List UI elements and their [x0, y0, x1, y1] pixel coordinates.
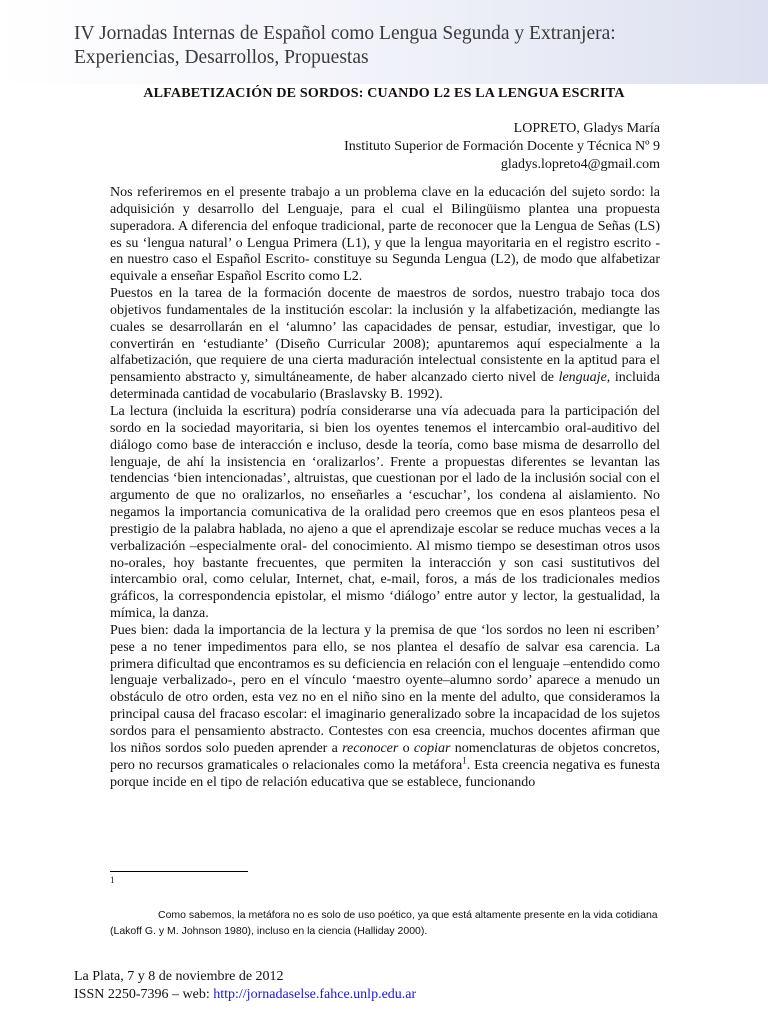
paragraph-1: Nos referiremos en el presente trabajo a un problema clave en la educación del sujeto sordo: la adquisición y desarrollo del Lenguaje, para el cual el Bilingüismo plantea una propuesta superadora. A diferencia del enfoque tradicional, parte de reconocer que la Lengua de Señas (LS) es su ‘lengua natural’ o Lengua Primera (L1), y que la lengua mayoritaria en el registro escrito -en nuestro caso el Español Escrito- constituye su Segunda Lengua (L2), de modo que alfabetizar equivale a enseñar Español Escrito como L2. [110, 185, 660, 285]
paragraph-4-text-a: Pues bien: dada la importancia de la lectura y la premisa de que ‘los sordos no leen ni escriben’ pese a no tener impedimentos para ello, se nos plantea el desafío de salvar esa carencia. La primera dificultad que encontramos es su deficiencia en relación con el lenguaje –entendido como lenguaje verbalizado-, pero en el vínculo ‘maestro oyente–alumno sordo’ aparece a menudo un obstáculo de otro orden, esta vez no en el niño sino en la mente del adulto, que consideramos la principal causa del fracaso escolar: el imaginario generalizado sobre la incapacidad de los sujetos sordos para el pensamiento abstracto. Contestes con esa creencia, muchos docentes afirman que los niños sordos solo pueden aprender a [110, 622, 660, 756]
paragraph-4-connector: o [398, 740, 414, 756]
footer-issn-line [74, 986, 674, 1004]
footnote-text: Como sabemos, la metáfora no es solo de uso poético, ya que está altamente presente en la vida cotidiana (Lakoff G. y M. Johnson 1980), incluso en la ciencia (Halliday 2000). [110, 909, 658, 937]
author-institution: Instituto Superior de Formación Docente y Técnica Nº 9 [344, 139, 660, 154]
author-email: gladys.lopreto4@gmail.com [500, 157, 660, 172]
footnote-reference[interactable]: 1 [462, 755, 467, 766]
paragraph-2-text-b: , incluida determinada cantidad de vocabulario (Braslavsky B. 1992). [110, 370, 660, 403]
body-text [110, 185, 660, 791]
paragraph-2-emphasis: lenguaje [558, 370, 607, 386]
author-block [240, 120, 660, 174]
paragraph-4-emphasis-2: copiar [413, 740, 451, 756]
conference-title-line1: IV Jornadas Internas de Español como Lengua Segunda y Extranjera: [74, 23, 616, 44]
footnote-mark: 1 [110, 875, 115, 885]
conference-website-link[interactable]: http://jornadaselse.fahce.unlp.edu.ar [213, 987, 417, 1002]
paragraph-2-text-a: Puestos en la tarea de la formación docente de maestros de sordos, nuestro trabajo toca dos objetivos fundamentales de la institución escolar: la inclusión y la alfabetización, mediangte las cuales se desarrollarán en el ‘alumno’ las capacidades de pensar, estudiar, investigar, que lo convertirán en ‘estudiante’ (Diseño Curricular 2008); apuntaremos aquí especialmente a la alfabetización, que requiere de una cierta maduración intelectual consistente en la aptitud para el pensamiento abstracto y, simultáneamente, de haber alcanzado cierto nivel de [110, 286, 660, 386]
paper-title: ALFABETIZACIÓN DE SORDOS: CUANDO L2 ES LA LENGUA ESCRITA [143, 86, 625, 101]
paragraph-2 [110, 286, 660, 404]
footer-issn: ISSN 2250-7396 – web: [74, 987, 214, 1002]
paragraph-4-text-c: . Esta creencia negativa es funesta porque incide en el tipo de relación educativa que se establece, funcionando [110, 757, 660, 790]
paragraph-4 [110, 623, 660, 791]
paragraph-4-text-b: nomenclaturas de objetos concretos, pero no recursos gramaticales o relacionales como la metáfora [110, 740, 661, 773]
paragraph-3: La lectura (incluida la escritura) podría considerarse una vía adecuada para la participación del sordo en la sociedad mayoritaria, si bien los oyentes tenemos el intercambio oral-auditivo del diálogo como base de interacción e incluso, desde la teoría, como base misma de desarrollo del lenguaje, de ahí la insistencia en ‘oralizarlos’. Frente a propuestas diferentes se levantan las tendencias ‘bien intencionadas’, altruistas, que cuestionan por el lado de la inclusión social con el argumento de que no oralizarlos, no enseñarles a ‘escuchar’, los condena al aislamiento. No negamos la importancia comunicativa de la oralidad pero creemos que en esos planteos pesa el prestigio de la palabra hablada, no ajeno a que el aprendizaje escolar se reduce muchas veces a la verbalización –especialmente oral- del conocimiento. Al mismo tiempo se desestiman otros usos no-orales, hoy bastante frecuentes, que permiten la interacción y son casi sustitutivos del intercambio oral, como celular, Internet, chat, e-mail, foros, a más de los tradicionales medios gráficos, la correspondencia epistolar, el mismo ‘diálogo’ entre autor y lector, la gestualidad, la mímica, la danza. [110, 403, 660, 622]
conference-title-line2: Experiencias, Desarrollos, Propuestas [74, 47, 369, 68]
author-name: LOPRETO, Gladys María [513, 121, 660, 136]
footnote-separator [110, 871, 248, 872]
paragraph-4-emphasis-1: reconocer [342, 740, 399, 756]
conference-header [74, 22, 714, 70]
page-footer [74, 968, 674, 1004]
footer-date-location: La Plata, 7 y 8 de noviembre de 2012 [74, 969, 284, 984]
